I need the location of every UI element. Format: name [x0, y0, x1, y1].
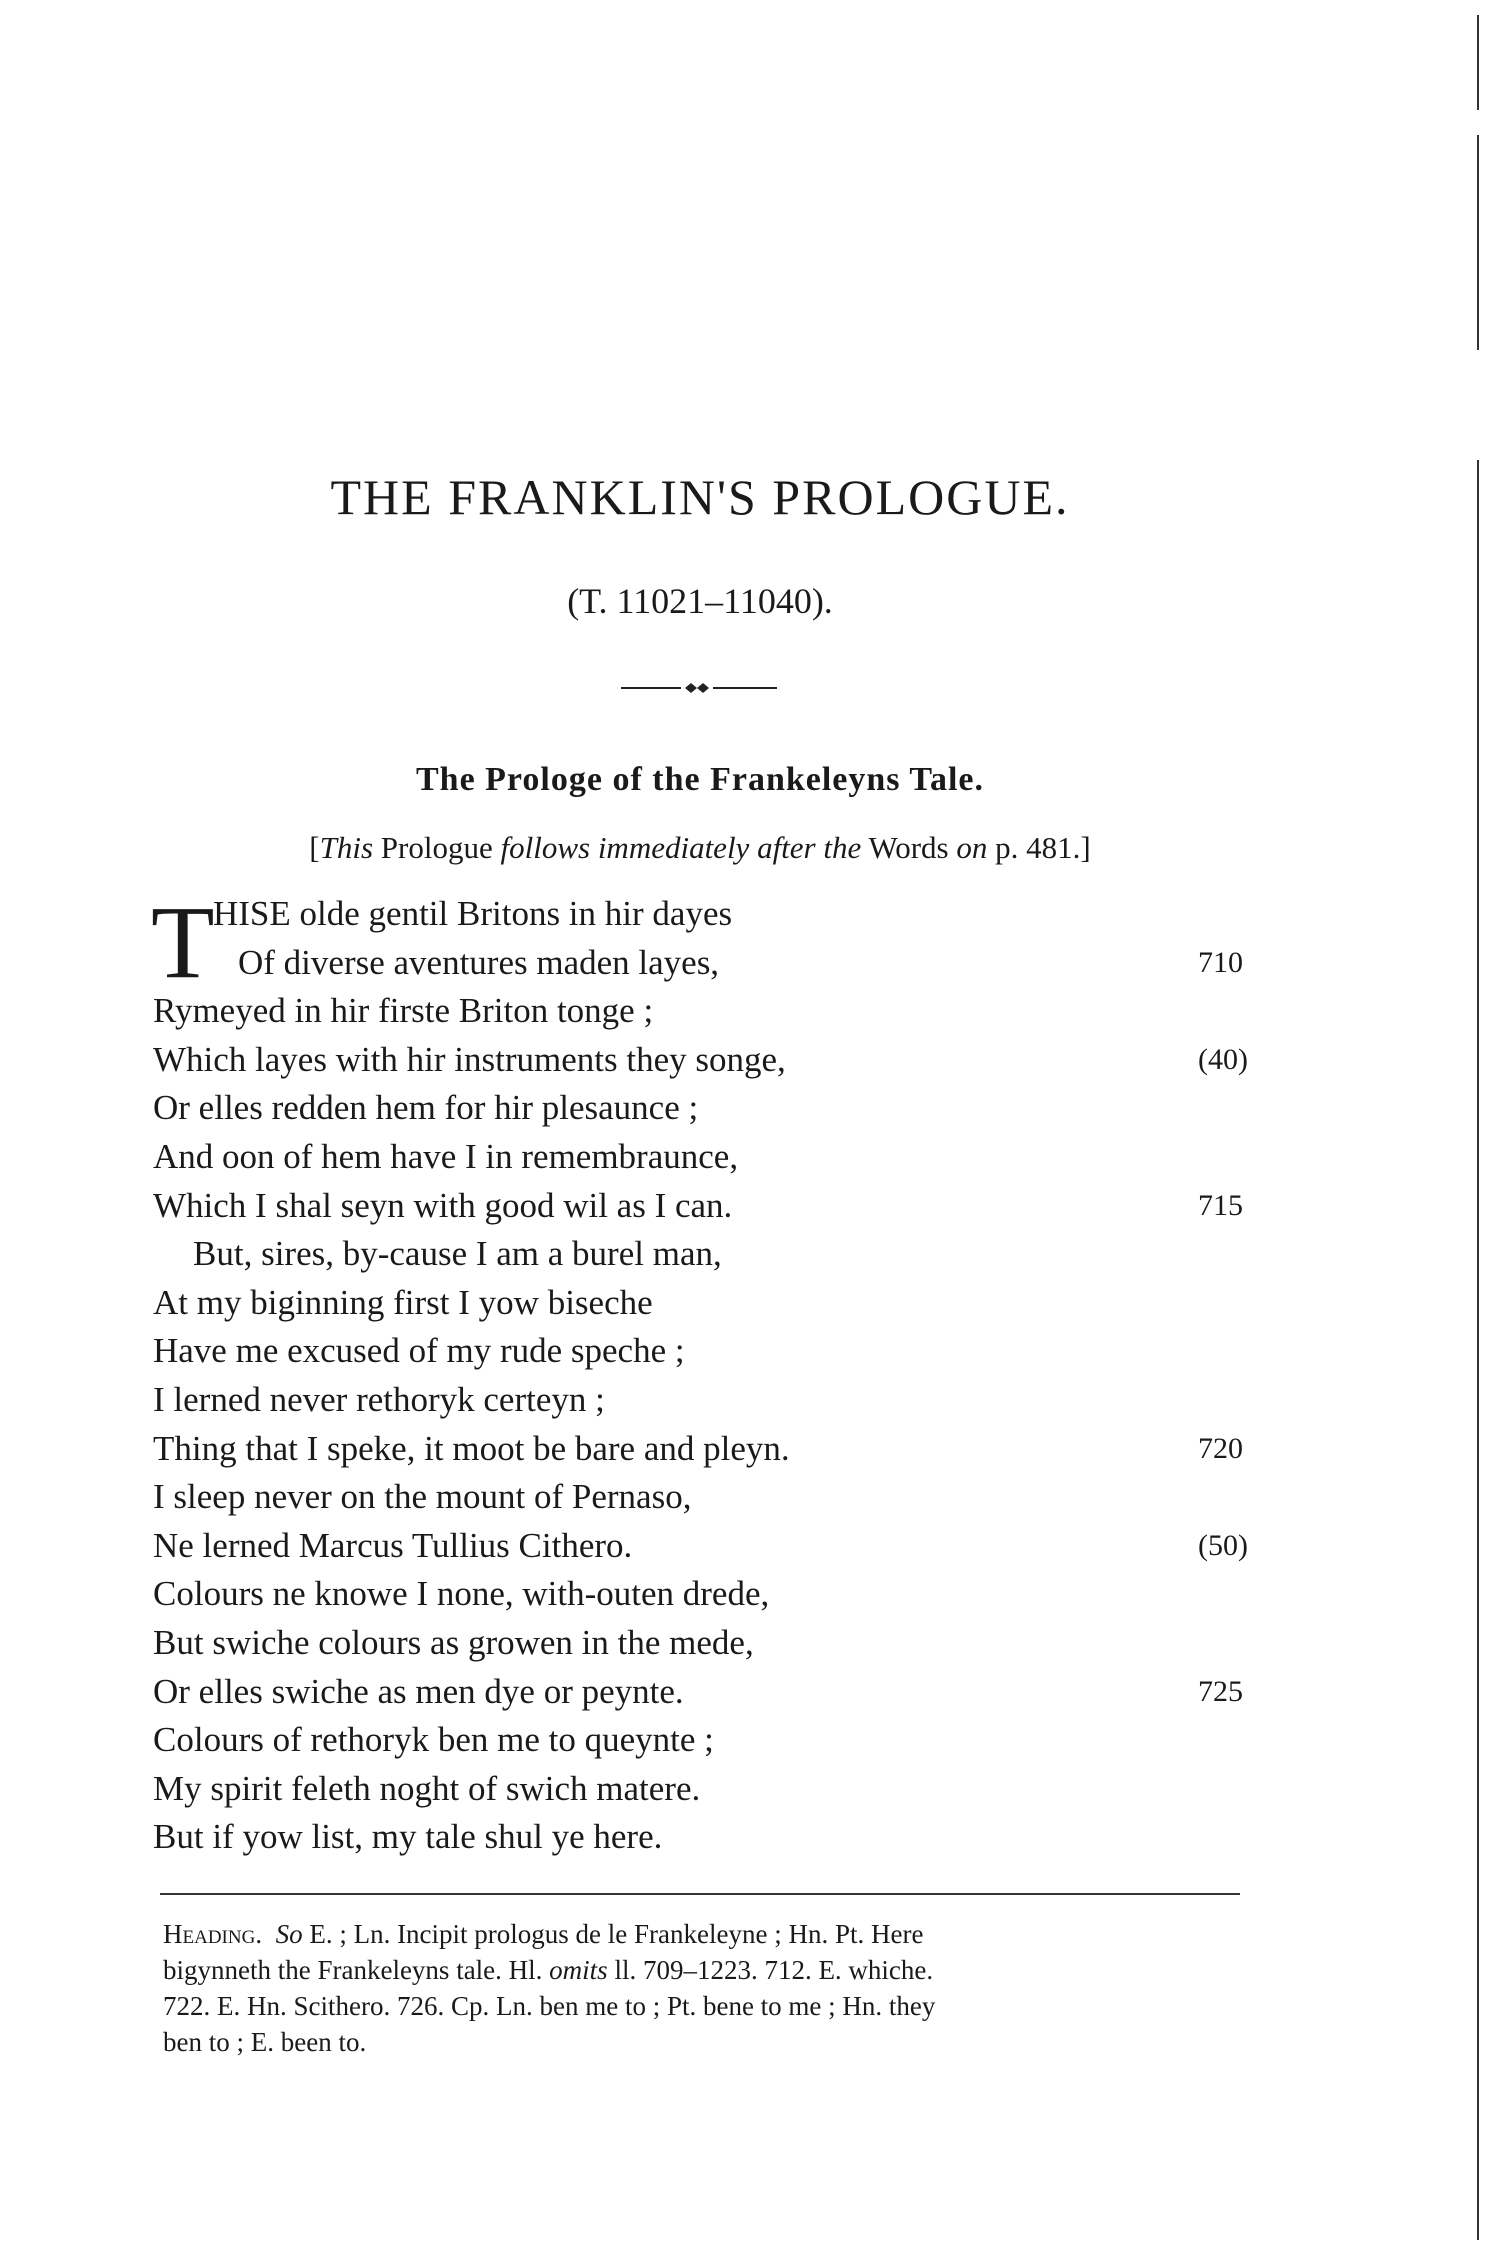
verse-line: Colours ne knowe I none, with-outen drede,: [153, 1574, 770, 1614]
verse-line: But, sires, by-cause I am a burel man,: [193, 1234, 722, 1274]
verse-line: HISE olde gentil Britons in hir dayes: [213, 894, 733, 933]
verse-line: Colours of rethoryk ben me to queynte ;: [153, 1720, 714, 1760]
verse-line: Of diverse aventures maden layes, 710: [153, 939, 1273, 988]
page-title: THE FRANKLIN'S PROLOGUE.: [330, 469, 1070, 525]
poem-text: [151, 885, 1273, 1862]
verse-line: I lerned never rethoryk certeyn ;: [153, 1379, 605, 1419]
line-number: 715: [1198, 1188, 1243, 1222]
verse-line: But if yow list, my tale shul ye here.: [153, 1817, 663, 1857]
verse-line: I sleep never on the mount of Pernaso,: [153, 1477, 692, 1517]
verse-line: Rymeyed in hir firste Briton tonge ;: [153, 991, 654, 1031]
drop-cap: T: [151, 885, 215, 1000]
line-number: 725: [1198, 1674, 1243, 1708]
verse-line: Which layes with hir instruments they songe, (40): [153, 1036, 1273, 1085]
footnote-line: ben to ; E. been to.: [163, 2027, 367, 2057]
verse-line: At my biginning first I yow biseche: [153, 1282, 653, 1322]
verse-line: Thing that I speke, it moot be bare and pleyn. 720: [153, 1425, 1273, 1474]
verse-line: Or elles swiche as men dye or peynte. 725: [153, 1668, 1273, 1717]
line-number: 720: [1198, 1431, 1243, 1465]
line-number: (40): [1198, 1042, 1248, 1076]
ornament-divider: [621, 681, 777, 695]
scan-edge-line: [1477, 135, 1479, 350]
section-heading: The Prologe of the Frankeleyns Tale.: [415, 761, 985, 798]
line-number: (50): [1198, 1528, 1248, 1562]
footnote-line: Heading. So E. ; Ln. Incipit prologus de le Frankeleyne ; Hn. Pt. Here: [163, 1919, 924, 1949]
footnote-line: bigynneth the Frankeleyns tale. Hl. omits ll. 709–1223. 712. E. whiche.: [163, 1955, 934, 1985]
line-number: 710: [1198, 945, 1243, 979]
verse-line: And oon of hem have I in remembraunce,: [153, 1136, 739, 1176]
verse-line: Ne lerned Marcus Tullius Cithero. (50): [153, 1522, 1273, 1571]
verse-line: Which I shal seyn with good wil as I can. 715: [153, 1182, 1273, 1231]
verse-line: Have me excused of my rude speche ;: [153, 1331, 685, 1371]
verse-line: Or elles redden hem for hir plesaunce ;: [153, 1088, 699, 1128]
verse-line: But swiche colours as growen in the mede,: [153, 1622, 754, 1662]
footnotes: [163, 1916, 1263, 2060]
line-reference: (T. 11021–11040).: [567, 581, 833, 621]
scan-edge-line: [1477, 15, 1479, 110]
verse-line: My spirit feleth noght of swich matere.: [153, 1768, 701, 1808]
editorial-note: [This Prologue follows immediately after the Words on p. 481.]: [309, 830, 1091, 865]
footnote-rule: [160, 1893, 1240, 1895]
scan-edge-line: [1477, 460, 1479, 2240]
footnote-line: 722. E. Hn. Scithero. 726. Cp. Ln. ben me to ; Pt. bene to me ; Hn. they: [163, 1991, 936, 2021]
